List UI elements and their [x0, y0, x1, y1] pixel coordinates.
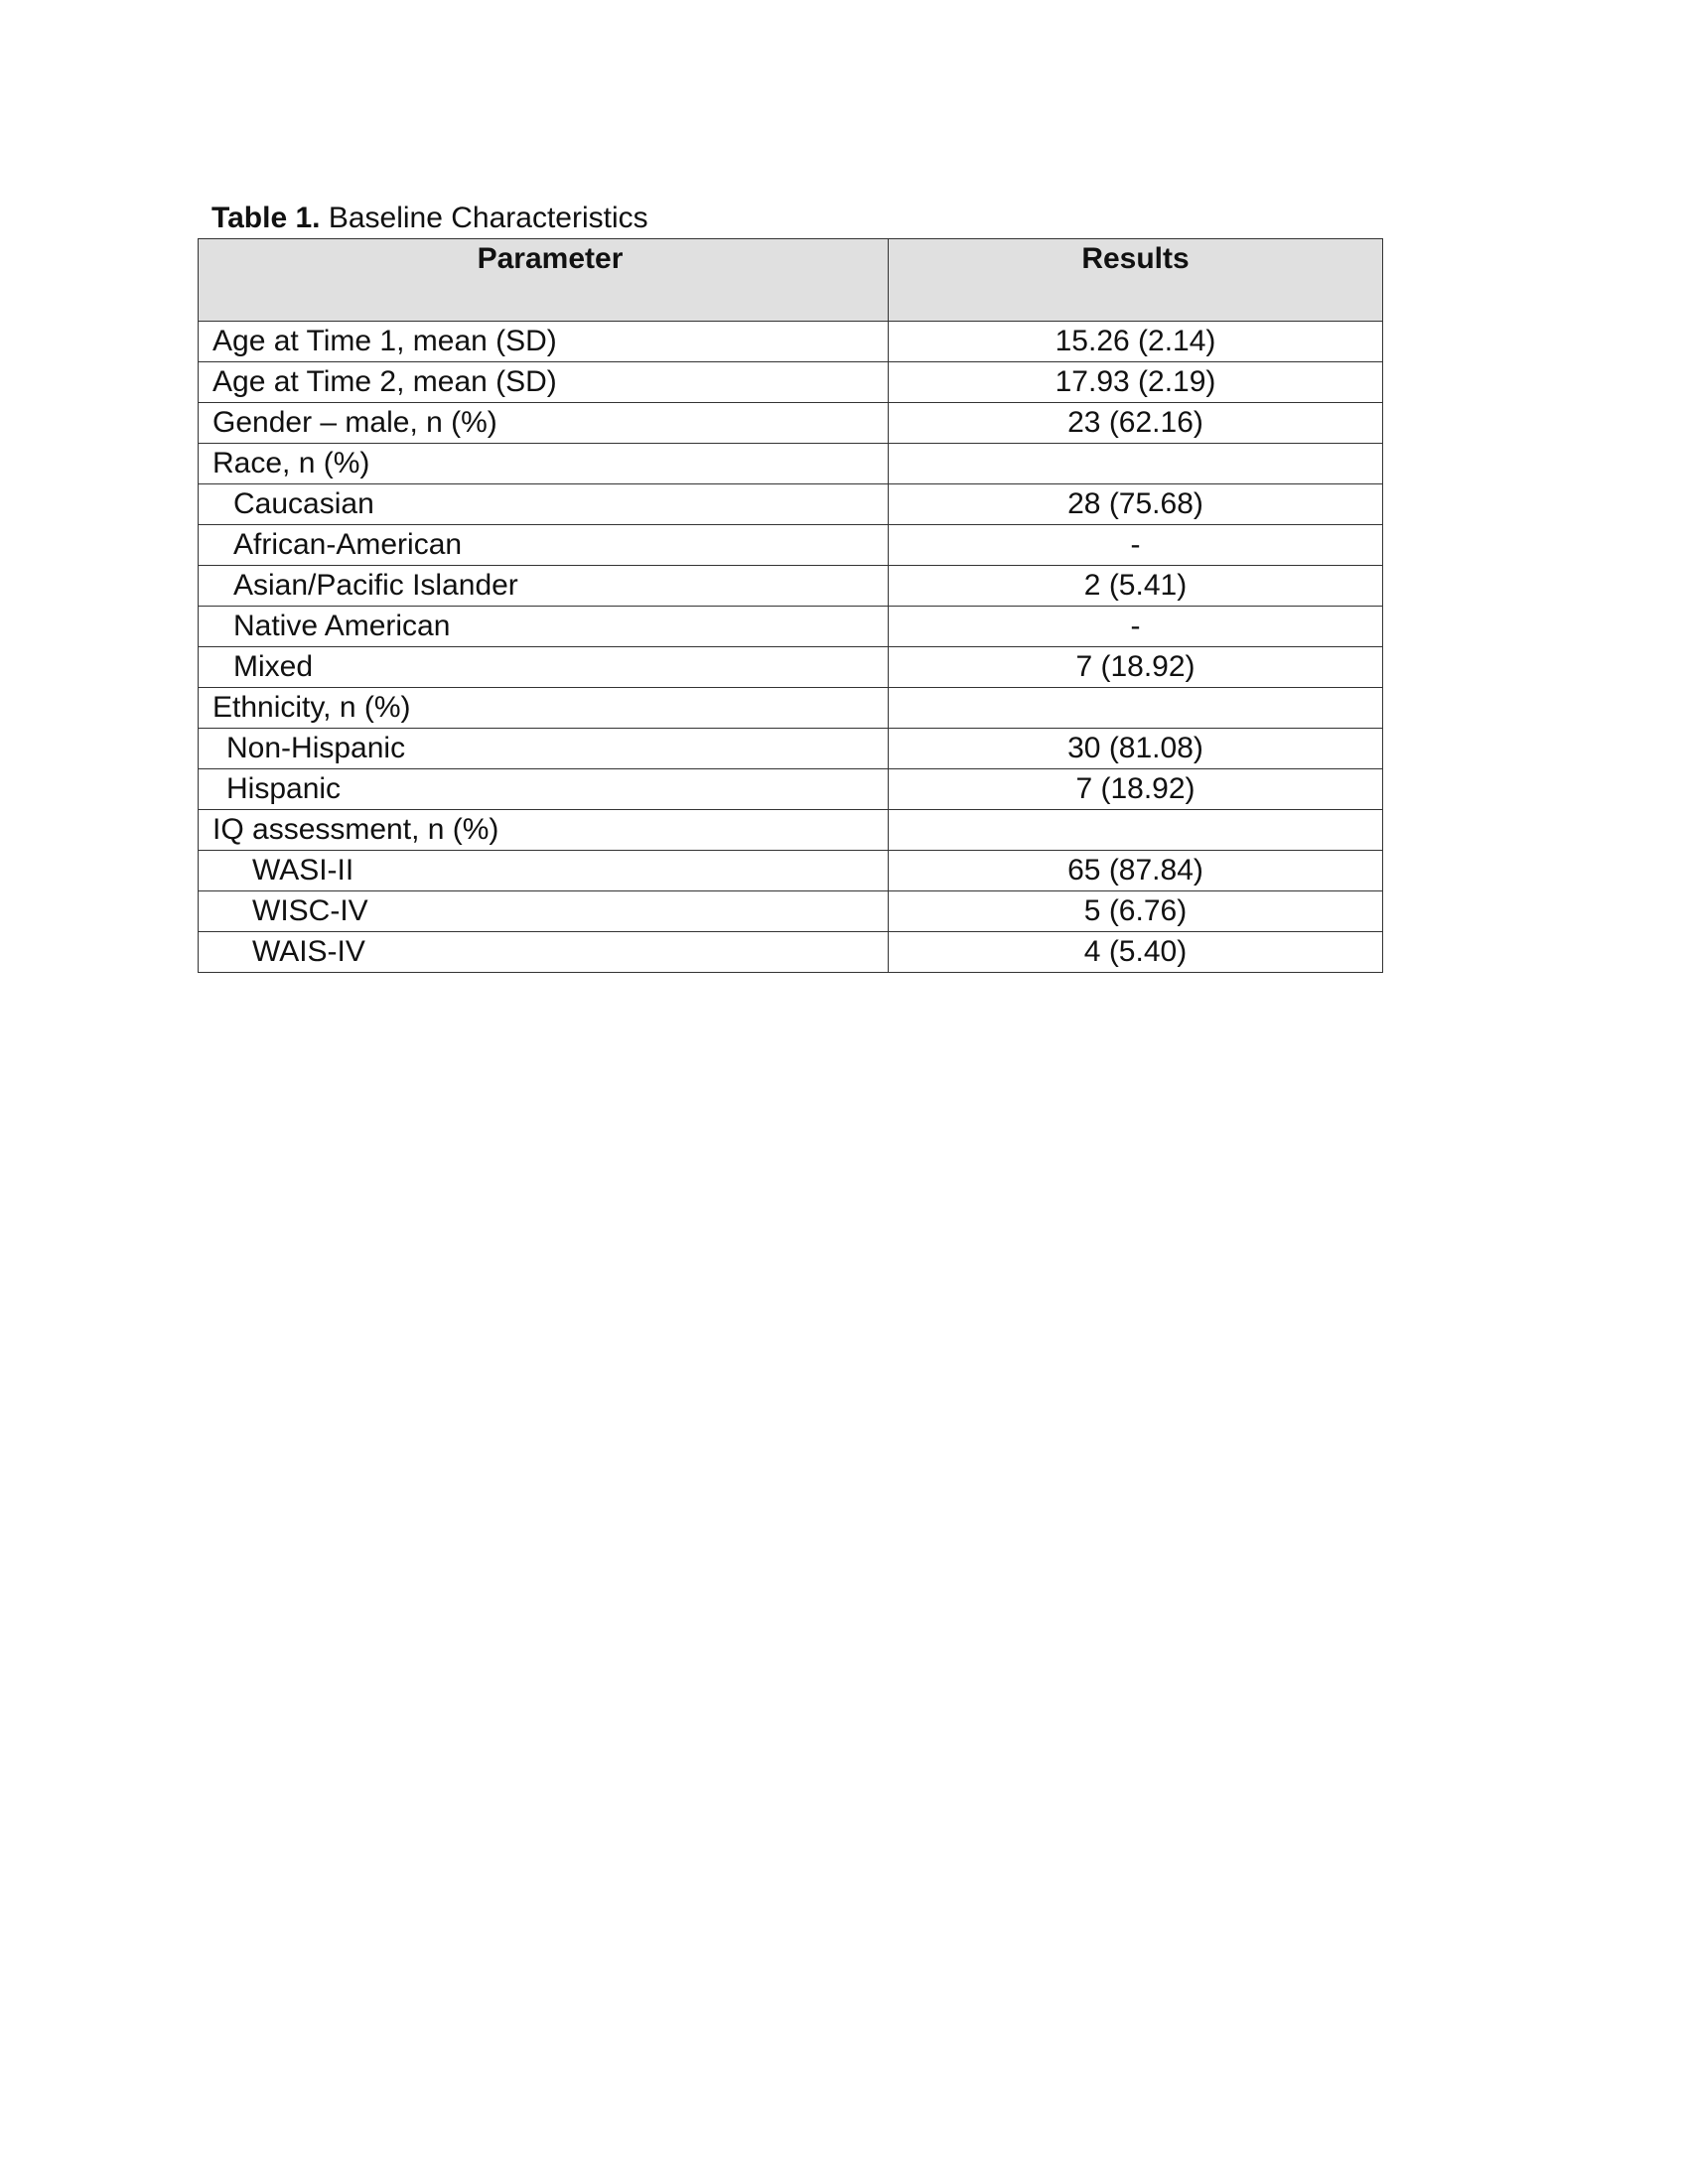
table-row [199, 851, 1383, 891]
parameter-cell: Hispanic [199, 769, 889, 810]
table-row [199, 810, 1383, 851]
parameter-cell: IQ assessment, n (%) [199, 810, 889, 851]
table-row [199, 484, 1383, 525]
baseline-characteristics-table [198, 238, 1383, 973]
table-row [199, 932, 1383, 973]
table-row [199, 403, 1383, 444]
table-row [199, 525, 1383, 566]
table-row [199, 362, 1383, 403]
result-cell: - [889, 607, 1383, 647]
result-cell: 65 (87.84) [889, 851, 1383, 891]
table-row [199, 688, 1383, 729]
header-results: Results [889, 239, 1383, 322]
parameter-cell: Age at Time 2, mean (SD) [199, 362, 889, 403]
parameter-cell: Gender – male, n (%) [199, 403, 889, 444]
parameter-cell: Age at Time 1, mean (SD) [199, 322, 889, 362]
result-cell: 5 (6.76) [889, 891, 1383, 932]
result-cell: 7 (18.92) [889, 769, 1383, 810]
result-cell: - [889, 525, 1383, 566]
table-row [199, 891, 1383, 932]
header-parameter: Parameter [199, 239, 889, 322]
table-row [199, 607, 1383, 647]
result-cell: 2 (5.41) [889, 566, 1383, 607]
result-cell [889, 810, 1383, 851]
table-caption [211, 199, 648, 238]
parameter-cell: Native American [199, 607, 889, 647]
table-row [199, 322, 1383, 362]
result-cell: 28 (75.68) [889, 484, 1383, 525]
table-label: Table 1. [211, 202, 321, 234]
parameter-cell: Mixed [199, 647, 889, 688]
table-title: Baseline Characteristics [328, 202, 648, 234]
parameter-cell: WISC-IV [199, 891, 889, 932]
parameter-cell: WAIS-IV [199, 932, 889, 973]
result-cell: 30 (81.08) [889, 729, 1383, 769]
table-row [199, 647, 1383, 688]
parameter-cell: Race, n (%) [199, 444, 889, 484]
table-row [199, 566, 1383, 607]
parameter-cell: WASI-II [199, 851, 889, 891]
result-cell: 7 (18.92) [889, 647, 1383, 688]
table-row [199, 729, 1383, 769]
result-cell [889, 444, 1383, 484]
parameter-cell: Non-Hispanic [199, 729, 889, 769]
result-cell: 23 (62.16) [889, 403, 1383, 444]
parameter-cell: Caucasian [199, 484, 889, 525]
result-cell [889, 688, 1383, 729]
result-cell: 15.26 (2.14) [889, 322, 1383, 362]
table-row [199, 444, 1383, 484]
table-header-row [199, 239, 1383, 322]
result-cell: 17.93 (2.19) [889, 362, 1383, 403]
result-cell: 4 (5.40) [889, 932, 1383, 973]
parameter-cell: Ethnicity, n (%) [199, 688, 889, 729]
parameter-cell: African-American [199, 525, 889, 566]
table-row [199, 769, 1383, 810]
parameter-cell: Asian/Pacific Islander [199, 566, 889, 607]
